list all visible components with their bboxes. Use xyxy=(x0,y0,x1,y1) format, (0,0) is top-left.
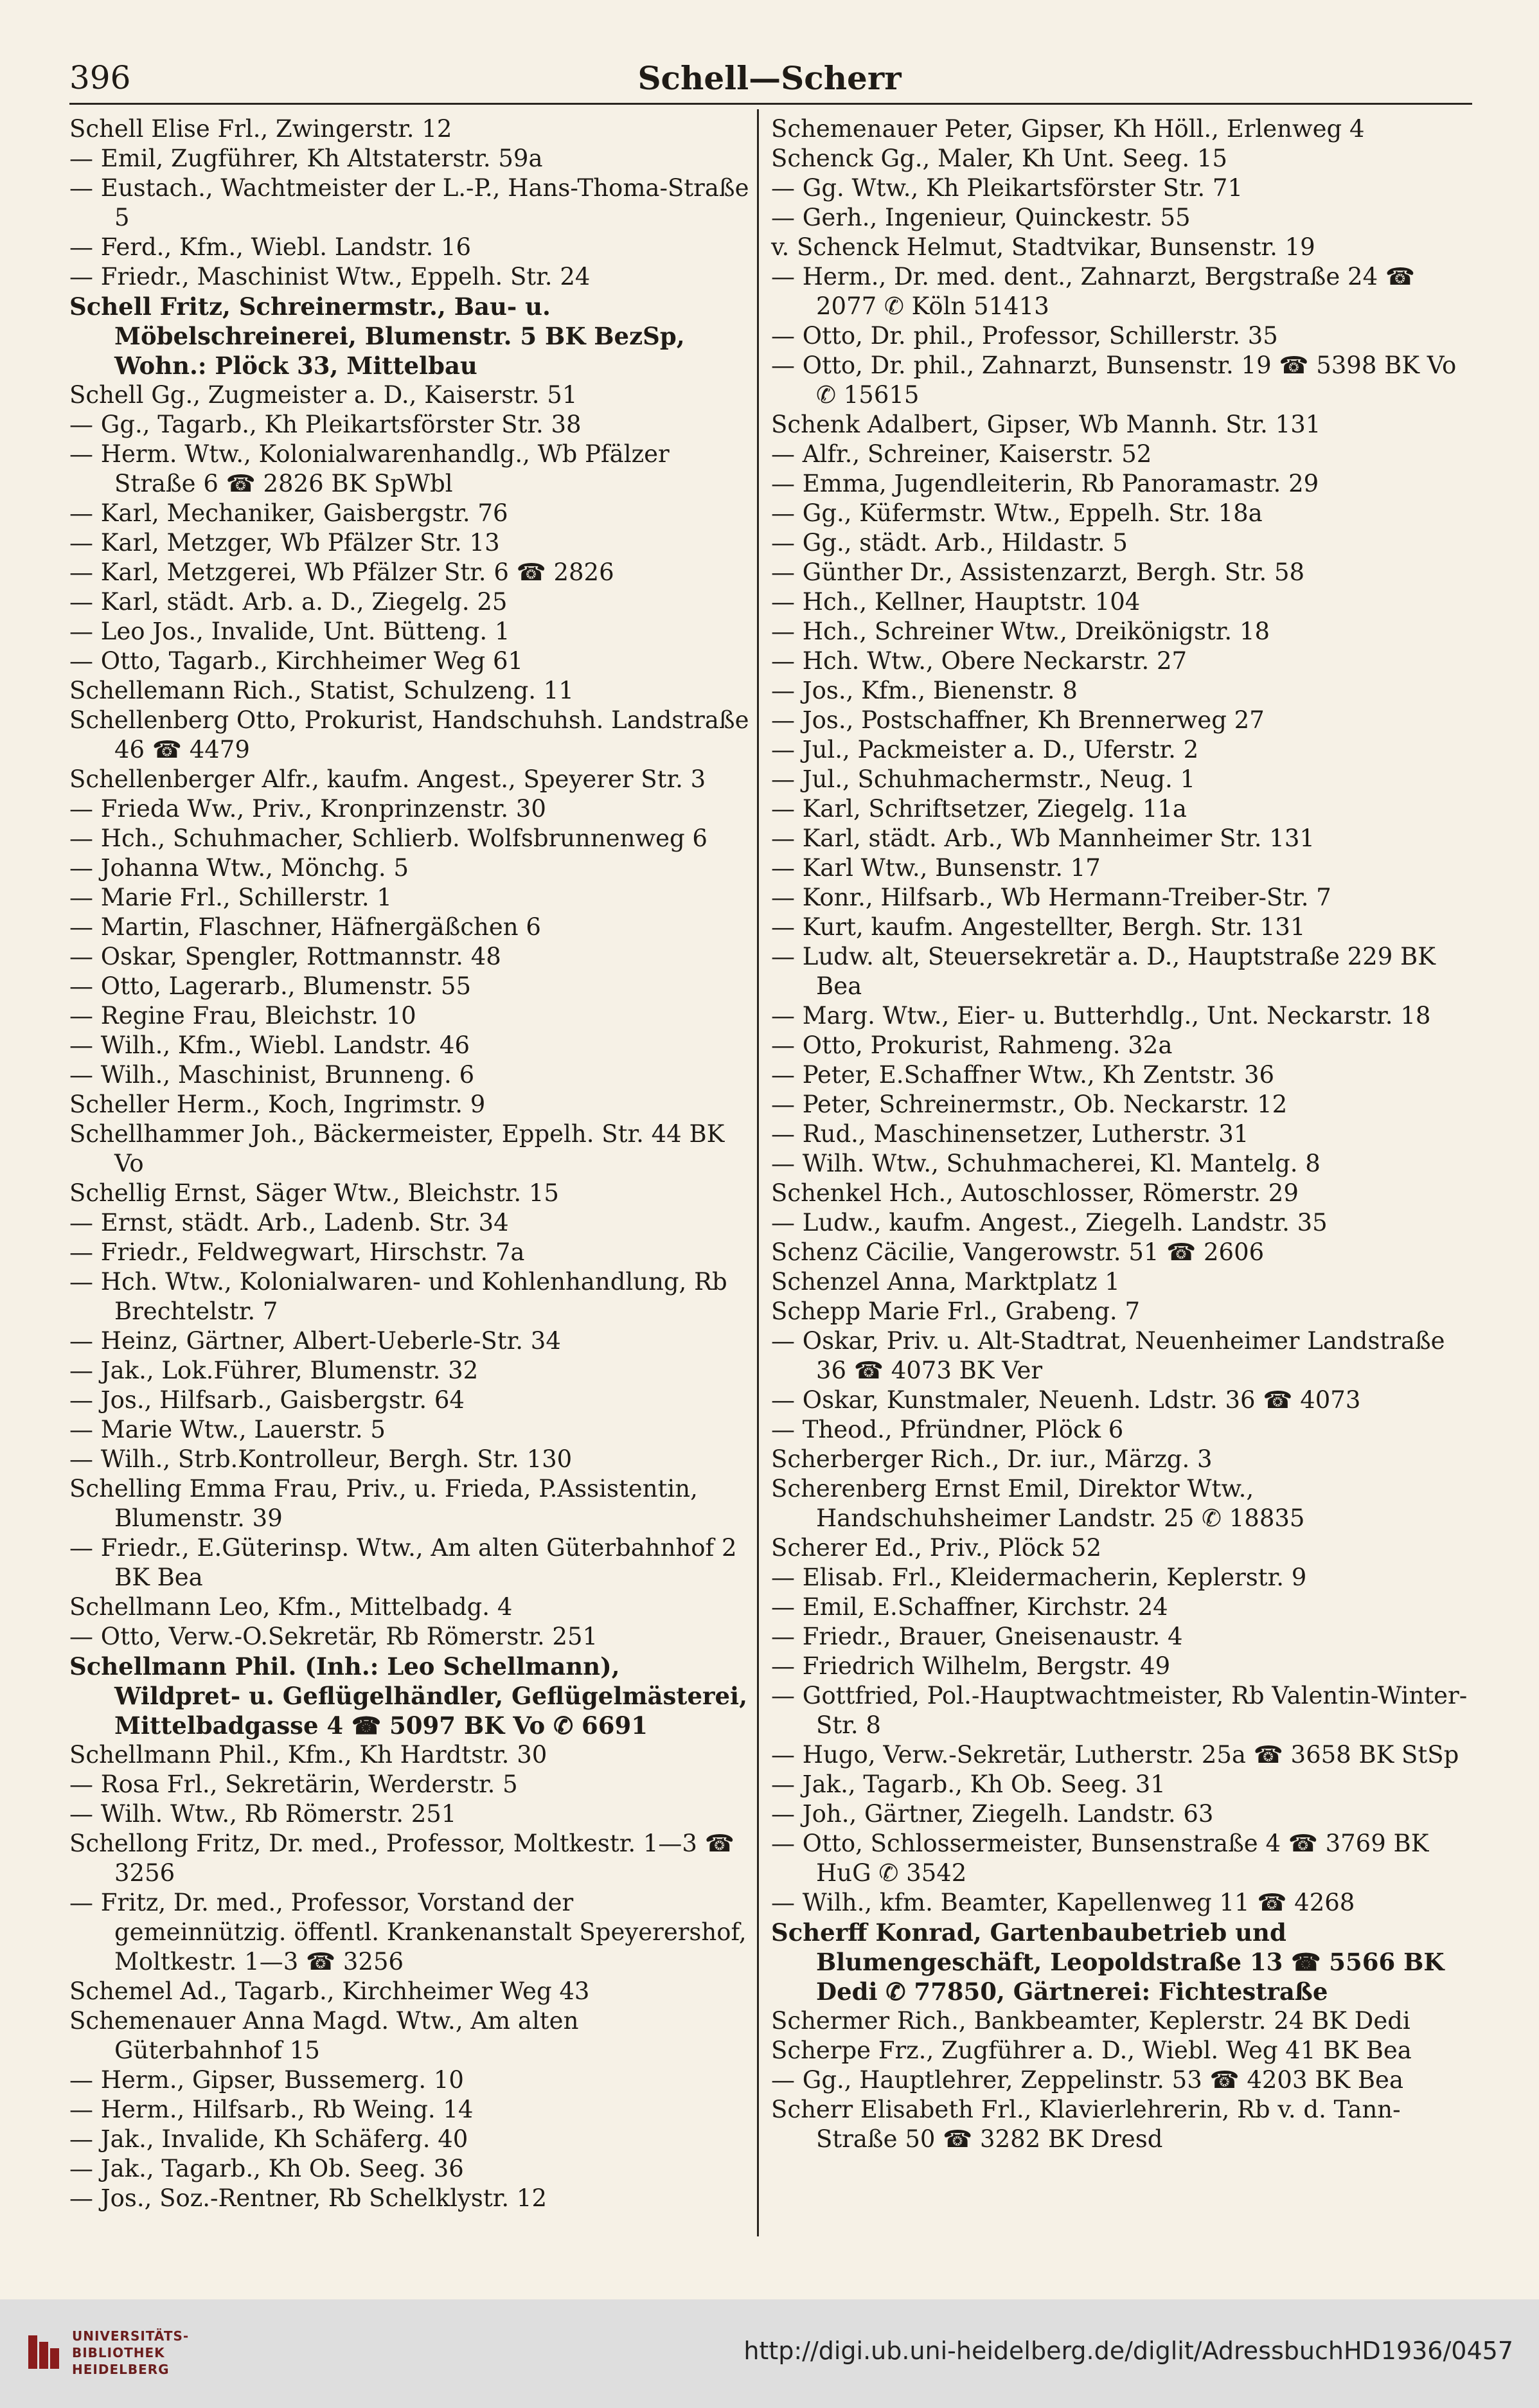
directory-entry: Schenk Adalbert, Gipser, Wb Mannh. Str. 131 xyxy=(771,411,1321,438)
column-divider xyxy=(757,109,759,2236)
directory-entry: — Alfr., Schreiner, Kaiserstr. 52 xyxy=(771,440,1152,468)
directory-entry: — Gg., städt. Arb., Hildastr. 5 xyxy=(771,529,1128,557)
directory-entry: — Friedr., Brauer, Gneisenaustr. 4 xyxy=(771,1623,1183,1650)
directory-entry: — Wilh., Strb.Kontrolleur, Bergh. Str. 130 xyxy=(69,1445,573,1473)
directory-entry: — Ernst, städt. Arb., Ladenb. Str. 34 xyxy=(69,1209,509,1236)
directory-entry: Schenck Gg., Maler, Kh Unt. Seeg. 15 xyxy=(771,145,1227,172)
directory-entry: Schermer Rich., Bankbeamter, Keplerstr. 24 BK Dedi xyxy=(771,2007,1410,2035)
directory-entry: Schellenberger Alfr., kaufm. Angest., Speyerer Str. 3 xyxy=(69,765,706,793)
directory-entry: — Gerh., Ingenieur, Quinckestr. 55 xyxy=(771,204,1191,231)
directory-entry: — Herm., Dr. med. dent., Zahnarzt, Bergstraße 24 ☎ 2077 ✆ Köln 51413 xyxy=(771,263,1415,320)
directory-entry: — Eustach., Wachtmeister der L.-P., Hans-Thoma-Straße 5 xyxy=(69,174,749,231)
directory-entry: — Marie Frl., Schillerstr. 1 xyxy=(69,884,392,911)
directory-entry: — Jos., Soz.-Rentner, Rb Schelklystr. 12 xyxy=(69,2184,547,2212)
directory-entry: Schemenauer Anna Magd. Wtw., Am alten Güterbahnhof 15 xyxy=(69,2007,579,2064)
directory-entry: Schellmann Phil., Kfm., Kh Hardtstr. 30 xyxy=(69,1741,547,1769)
library-name-text: UNIVERSITÄTS- BIBLIOTHEK HEIDELBERG xyxy=(72,2328,190,2377)
directory-entry: — Wilh., Kfm., Wiebl. Landstr. 46 xyxy=(69,1031,470,1059)
directory-entry: Schemenauer Peter, Gipser, Kh Höll., Erlenweg 4 xyxy=(771,115,1365,143)
header-rule xyxy=(69,103,1472,105)
directory-entry: — Peter, Schreinermstr., Ob. Neckarstr. 12 xyxy=(771,1091,1288,1118)
directory-entry: — Otto, Verw.-O.Sekretär, Rb Römerstr. 251 xyxy=(69,1623,598,1650)
right-column xyxy=(771,114,1468,2154)
directory-entry: — Günther Dr., Assistenzarzt, Bergh. Str. 58 xyxy=(771,558,1305,586)
directory-entry: — Hch., Schreiner Wtw., Dreikönigstr. 18 xyxy=(771,618,1270,645)
directory-entry: — Ludw. alt, Steuersekretär a. D., Hauptstraße 229 BK Bea xyxy=(771,943,1436,1000)
viewer-footer xyxy=(0,2299,1539,2408)
directory-entry: Schellenberg Otto, Prokurist, Handschuhsh. Landstraße 46 ☎ 4479 xyxy=(69,706,749,763)
directory-entry: — Marg. Wtw., Eier- u. Butterhdlg., Unt. Neckarstr. 18 xyxy=(771,1002,1431,1030)
directory-entry: — Regine Frau, Bleichstr. 10 xyxy=(69,1002,416,1030)
directory-entry: — Herm., Hilfsarb., Rb Weing. 14 xyxy=(69,2096,474,2123)
directory-entry: Schell Gg., Zugmeister a. D., Kaiserstr. 51 xyxy=(69,381,578,409)
library-logo-icon xyxy=(26,2333,62,2371)
directory-entry: Schemel Ad., Tagarb., Kirchheimer Weg 43 xyxy=(69,1977,590,2005)
directory-entry: — Otto, Dr. phil., Professor, Schillerstr. 35 xyxy=(771,322,1278,350)
directory-entry: — Konr., Hilfsarb., Wb Hermann-Treiber-Str. 7 xyxy=(771,884,1331,911)
directory-entry: — Jak., Invalide, Kh Schäferg. 40 xyxy=(69,2125,468,2153)
directory-entry: — Gg., Hauptlehrer, Zeppelinstr. 53 ☎ 4203 BK Bea xyxy=(771,2066,1404,2094)
directory-entry: — Kurt, kaufm. Angestellter, Bergh. Str. 131 xyxy=(771,913,1306,941)
directory-entry: — Herm. Wtw., Kolonialwarenhandlg., Wb Pfälzer Straße 6 ☎ 2826 BK SpWbl xyxy=(69,440,670,497)
directory-entry: — Karl, städt. Arb. a. D., Ziegelg. 25 xyxy=(69,588,508,616)
directory-entry: Schenkel Hch., Autoschlosser, Römerstr. 29 xyxy=(771,1179,1299,1207)
directory-entry: Schellig Ernst, Säger Wtw., Bleichstr. 15 xyxy=(69,1179,559,1207)
directory-entry: — Karl, städt. Arb., Wb Mannheimer Str. 131 xyxy=(771,825,1315,852)
left-column xyxy=(69,114,751,2213)
directory-entry: — Rosa Frl., Sekretärin, Werderstr. 5 xyxy=(69,1770,518,1798)
directory-entry: Schellhammer Joh., Bäckermeister, Eppelh. Str. 44 BK Vo xyxy=(69,1120,725,1177)
directory-entry: — Jos., Hilfsarb., Gaisbergstr. 64 xyxy=(69,1386,465,1414)
running-head: Schell—Scherr xyxy=(637,59,902,97)
directory-entry: — Friedr., Maschinist Wtw., Eppelh. Str. 24 xyxy=(69,263,591,290)
directory-entry: — Jos., Kfm., Bienenstr. 8 xyxy=(771,677,1078,704)
directory-entry: — Peter, E.Schaffner Wtw., Kh Zentstr. 36 xyxy=(771,1061,1275,1089)
directory-entry: — Gg., Küfermstr. Wtw., Eppelh. Str. 18a xyxy=(771,499,1263,527)
directory-entry: — Emil, E.Schaffner, Kirchstr. 24 xyxy=(771,1593,1168,1621)
directory-entry: Schellong Fritz, Dr. med., Professor, Moltkestr. 1—3 ☎ 3256 xyxy=(69,1830,734,1887)
source-url-link[interactable]: http://digi.ub.uni-heidelberg.de/diglit/AdressbuchHD1936/0457 xyxy=(743,2337,1513,2365)
directory-entry: — Otto, Tagarb., Kirchheimer Weg 61 xyxy=(69,647,524,675)
directory-entry: — Otto, Lagerarb., Blumenstr. 55 xyxy=(69,972,471,1000)
directory-entry: — Gg., Tagarb., Kh Pleikartsförster Str. 38 xyxy=(69,411,582,438)
page-header xyxy=(62,55,1477,100)
directory-entry: — Karl, Metzgerei, Wb Pfälzer Str. 6 ☎ 2826 xyxy=(69,558,614,586)
directory-entry: — Joh., Gärtner, Ziegelh. Landstr. 63 xyxy=(771,1800,1214,1828)
directory-entry: — Frieda Ww., Priv., Kronprinzenstr. 30 xyxy=(69,795,546,823)
directory-entry: v. Schenck Helmut, Stadtvikar, Bunsenstr. 19 xyxy=(771,233,1315,261)
directory-entry: — Elisab. Frl., Kleidermacherin, Keplerstr. 9 xyxy=(771,1564,1307,1591)
directory-entry: — Otto, Prokurist, Rahmeng. 32a xyxy=(771,1031,1173,1059)
directory-entry: — Friedr., E.Güterinsp. Wtw., Am alten Güterbahnhof 2 BK Bea xyxy=(69,1534,737,1591)
directory-entry: — Jak., Tagarb., Kh Ob. Seeg. 36 xyxy=(69,2155,464,2182)
directory-entry: Scherpe Frz., Zugführer a. D., Wiebl. Weg 41 BK Bea xyxy=(771,2037,1412,2064)
directory-entry: — Jul., Packmeister a. D., Uferstr. 2 xyxy=(771,736,1199,763)
directory-entry: Schellmann Phil. (Inh.: Leo Schellmann), Wildpret- u. Geflügelhändler, Geflügelmästerei, Mittelbadgasse 4 ☎ 5097 BK Vo ✆ 6691 xyxy=(69,1652,747,1740)
directory-entry: — Hch. Wtw., Kolonialwaren- und Kohlenhandlung, Rb Brechtelstr. 7 xyxy=(69,1268,727,1325)
directory-entry: — Otto, Dr. phil., Zahnarzt, Bunsenstr. 19 ☎ 5398 BK Vo ✆ 15615 xyxy=(771,352,1457,409)
directory-entry: — Hch., Kellner, Hauptstr. 104 xyxy=(771,588,1141,616)
directory-entry: Schepp Marie Frl., Grabeng. 7 xyxy=(771,1298,1140,1325)
directory-entry: — Johanna Wtw., Mönchg. 5 xyxy=(69,854,409,882)
directory-entry: — Jak., Tagarb., Kh Ob. Seeg. 31 xyxy=(771,1770,1166,1798)
directory-entry: — Rud., Maschinensetzer, Lutherstr. 31 xyxy=(771,1120,1249,1148)
directory-entry: — Gottfried, Pol.-Hauptwachtmeister, Rb Valentin-Winter-Str. 8 xyxy=(771,1682,1468,1739)
directory-entry: — Marie Wtw., Lauerstr. 5 xyxy=(69,1416,386,1443)
directory-entry: — Oskar, Priv. u. Alt-Stadtrat, Neuenheimer Landstraße 36 ☎ 4073 BK Ver xyxy=(771,1327,1445,1384)
directory-entry: — Theod., Pfründner, Plöck 6 xyxy=(771,1416,1124,1443)
directory-entry: — Karl, Schriftsetzer, Ziegelg. 11a xyxy=(771,795,1187,823)
directory-entry: — Oskar, Kunstmaler, Neuenh. Ldstr. 36 ☎ 4073 xyxy=(771,1386,1361,1414)
directory-entry: Schelling Emma Frau, Priv., u. Frieda, P.Assistentin, Blumenstr. 39 xyxy=(69,1475,698,1532)
library-name xyxy=(72,2328,189,2378)
directory-entry: Scherr Elisabeth Frl., Klavierlehrerin, Rb v. d. Tann-Straße 50 ☎ 3282 BK Dresd xyxy=(771,2096,1401,2153)
directory-entry: — Fritz, Dr. med., Professor, Vorstand der gemeinnützig. öffentl. Krankenanstalt Speyerershof, Moltkestr. 1—3 ☎ 3256 xyxy=(69,1889,747,1975)
directory-entry: — Jos., Postschaffner, Kh Brennerweg 27 xyxy=(771,706,1265,734)
directory-entry: — Emma, Jugendleiterin, Rb Panoramastr. 29 xyxy=(771,470,1319,497)
directory-entry: Scherer Ed., Priv., Plöck 52 xyxy=(771,1534,1102,1562)
directory-entry: — Otto, Schlossermeister, Bunsenstraße 4 ☎ 3769 BK HuG ✆ 3542 xyxy=(771,1830,1429,1887)
directory-entry: — Ferd., Kfm., Wiebl. Landstr. 16 xyxy=(69,233,472,261)
directory-entry: — Karl Wtw., Bunsenstr. 17 xyxy=(771,854,1101,882)
directory-entry: — Jak., Lok.Führer, Blumenstr. 32 xyxy=(69,1357,479,1384)
directory-entry: — Karl, Mechaniker, Gaisbergstr. 76 xyxy=(69,499,508,527)
directory-entry: — Hch. Wtw., Obere Neckarstr. 27 xyxy=(771,647,1188,675)
directory-entry: — Leo Jos., Invalide, Unt. Bütteng. 1 xyxy=(69,618,510,645)
directory-entry: Schenz Cäcilie, Vangerowstr. 51 ☎ 2606 xyxy=(771,1238,1265,1266)
directory-entry: — Oskar, Spengler, Rottmannstr. 48 xyxy=(69,943,501,970)
directory-entry: — Wilh., kfm. Beamter, Kapellenweg 11 ☎ 4268 xyxy=(771,1889,1355,1916)
directory-entry: — Heinz, Gärtner, Albert-Ueberle-Str. 34 xyxy=(69,1327,561,1355)
directory-entry: Schellmann Leo, Kfm., Mittelbadg. 4 xyxy=(69,1593,513,1621)
directory-entry: — Jul., Schuhmachermstr., Neug. 1 xyxy=(771,765,1196,793)
directory-entry: — Wilh., Maschinist, Brunneng. 6 xyxy=(69,1061,475,1089)
directory-entry: Schenzel Anna, Marktplatz 1 xyxy=(771,1268,1120,1296)
directory-entry: — Ludw., kaufm. Angest., Ziegelh. Landstr. 35 xyxy=(771,1209,1328,1236)
directory-entry: — Herm., Gipser, Bussemerg. 10 xyxy=(69,2066,464,2094)
directory-entry: — Gg. Wtw., Kh Pleikartsförster Str. 71 xyxy=(771,174,1243,202)
directory-entry: Schell Elise Frl., Zwingerstr. 12 xyxy=(69,115,452,143)
directory-entry: — Hch., Schuhmacher, Schlierb. Wolfsbrunnenweg 6 xyxy=(69,825,707,852)
directory-entry: — Emil, Zugführer, Kh Altstaterstr. 59a xyxy=(69,145,543,172)
directory-entry: Scherenberg Ernst Emil, Direktor Wtw., Handschuhsheimer Landstr. 25 ✆ 18835 xyxy=(771,1475,1305,1532)
directory-entry: — Wilh. Wtw., Schuhmacherei, Kl. Mantelg. 8 xyxy=(771,1150,1321,1177)
directory-entry: Schellemann Rich., Statist, Schulzeng. 11 xyxy=(69,677,574,704)
directory-entry: — Karl, Metzger, Wb Pfälzer Str. 13 xyxy=(69,529,500,557)
directory-entry: Schell Fritz, Schreinermstr., Bau- u. Möbelschreinerei, Blumenstr. 5 BK BezSp, Wohn.: Plöck 33, Mittelbau xyxy=(69,292,685,380)
directory-entry: Scherberger Rich., Dr. iur., Märzg. 3 xyxy=(771,1445,1213,1473)
directory-entry: Scherff Konrad, Gartenbaubetrieb und Blumengeschäft, Leopoldstraße 13 ☎ 5566 BK Dedi ✆ 77850, Gärtnerei: Fichtestraße xyxy=(771,1918,1445,2006)
directory-entry: Scheller Herm., Koch, Ingrimstr. 9 xyxy=(69,1091,486,1118)
directory-entry: — Martin, Flaschner, Häfnergäßchen 6 xyxy=(69,913,541,941)
directory-entry: — Hugo, Verw.-Sekretär, Lutherstr. 25a ☎ 3658 BK StSp xyxy=(771,1741,1459,1769)
directory-entry: — Wilh. Wtw., Rb Römerstr. 251 xyxy=(69,1800,457,1828)
directory-entry: — Friedrich Wilhelm, Bergstr. 49 xyxy=(771,1652,1171,1680)
page-number: 396 xyxy=(69,59,131,96)
directory-entry: — Friedr., Feldwegwart, Hirschstr. 7a xyxy=(69,1238,525,1266)
